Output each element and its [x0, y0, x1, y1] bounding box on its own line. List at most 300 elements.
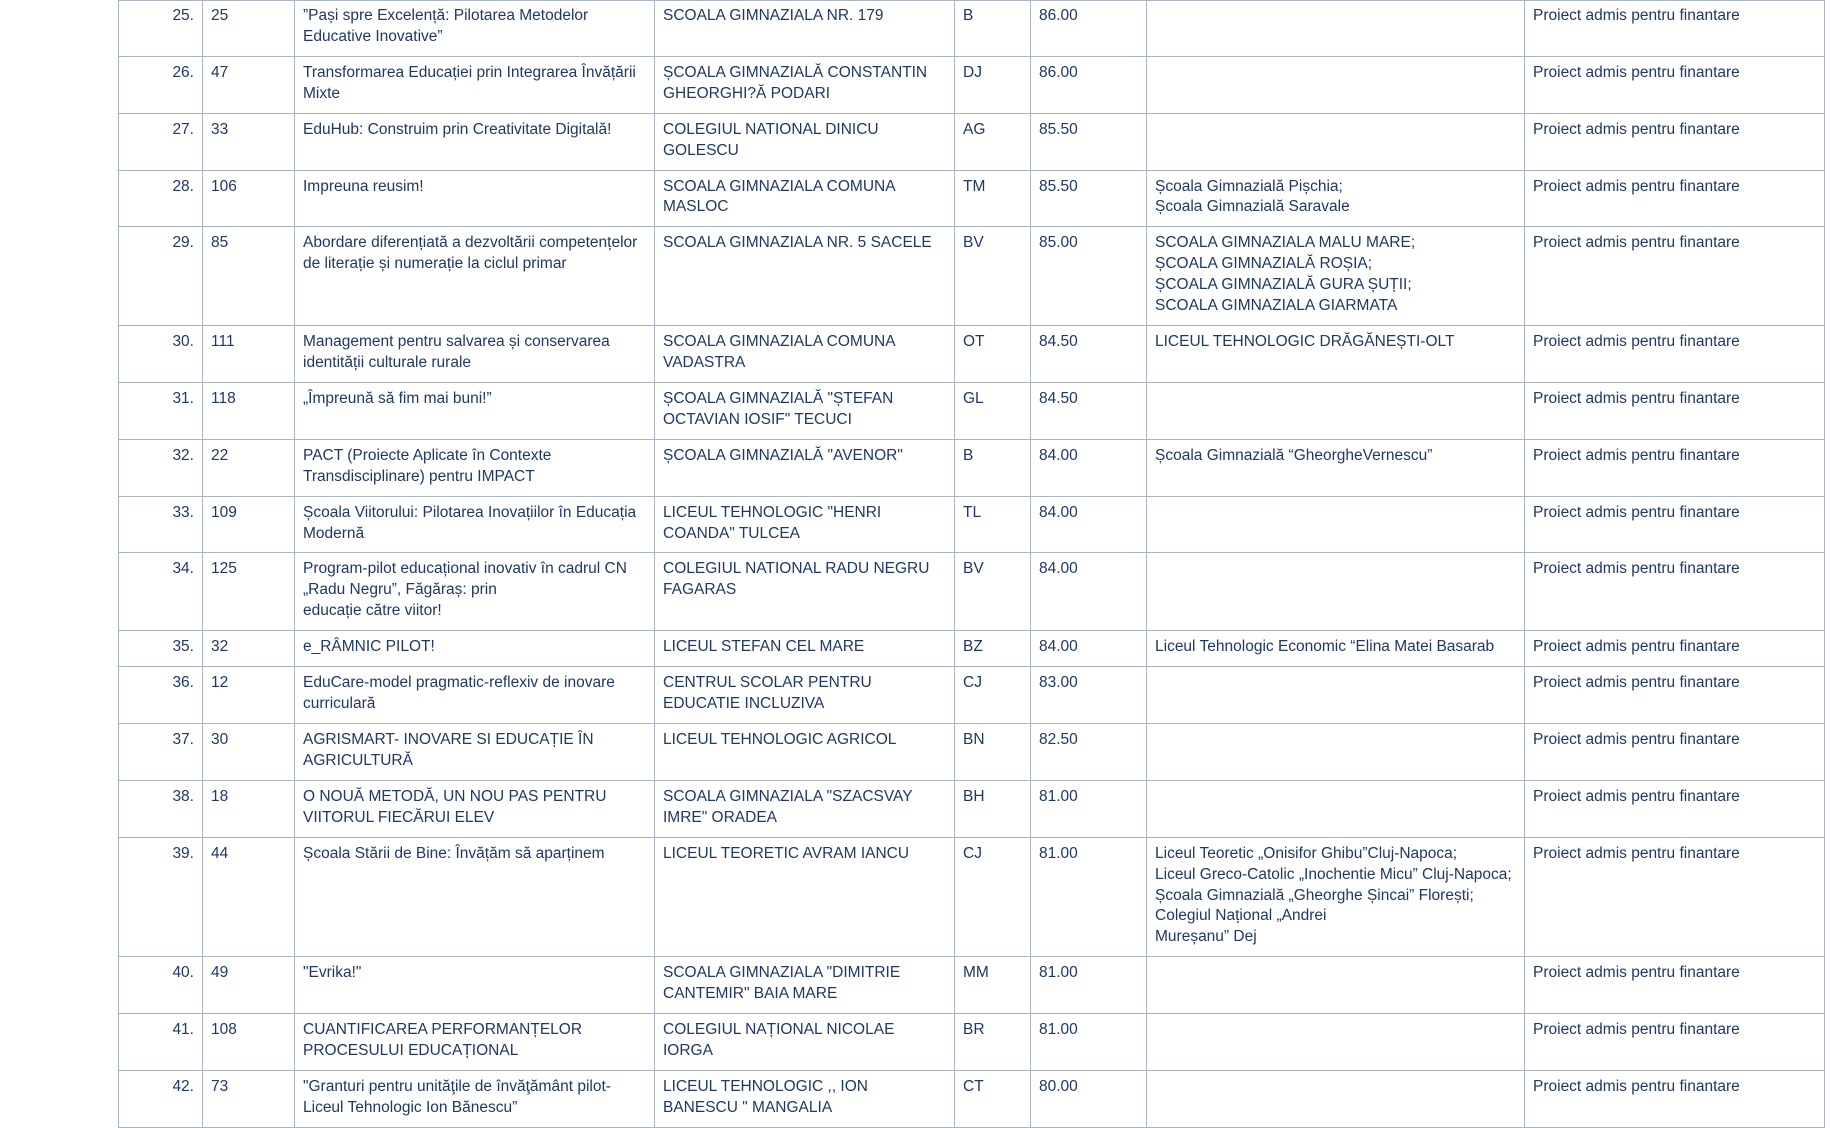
- cell-county-code: [955, 1, 1031, 57]
- table-row: [119, 56, 1825, 113]
- cell-status: [1525, 553, 1825, 631]
- cell-school-name: [655, 56, 955, 113]
- cell-partners: [1147, 56, 1525, 113]
- cell-text-line: Proiect admis pentru finantare: [1533, 1077, 1740, 1095]
- cell-project-id: [203, 56, 295, 113]
- cell-text-line: CJ: [963, 844, 982, 862]
- cell-text-line: 108: [211, 1021, 237, 1039]
- table-row: [119, 553, 1825, 631]
- cell-status: [1525, 113, 1825, 170]
- cell-project-id: [203, 496, 295, 553]
- cell-text-line: e_RÂMNIC PILOT!: [303, 638, 435, 656]
- cell-row-number: [119, 837, 203, 957]
- cell-text-line: 73: [211, 1077, 229, 1095]
- cell-partners: [1147, 439, 1525, 496]
- cell-text-line: 85: [211, 234, 229, 252]
- cell-text-line: CENTRUL SCOLAR PENTRU EDUCATIE INCLUZIVA: [663, 674, 872, 713]
- cell-text-line: Proiect admis pentru finantare: [1533, 730, 1740, 748]
- cell-row-number: [119, 667, 203, 724]
- cell-row-number: [119, 382, 203, 439]
- cell-score: [1031, 56, 1147, 113]
- cell-text-line: 84.50: [1039, 389, 1078, 407]
- cell-project-id: [203, 837, 295, 957]
- cell-project-title: [295, 56, 655, 113]
- cell-text-line: SCOALA GIMNAZIALA NR. 5 SACELE: [663, 234, 932, 252]
- cell-text-line: 12: [211, 674, 229, 692]
- cell-project-id: [203, 326, 295, 383]
- cell-score: [1031, 780, 1147, 837]
- cell-project-title: [295, 723, 655, 780]
- cell-text-line: 35.: [172, 638, 194, 656]
- cell-text-line: 44: [211, 844, 229, 862]
- cell-text-line: 81.00: [1039, 1021, 1078, 1039]
- cell-school-name: [655, 326, 955, 383]
- cell-row-number: [119, 227, 203, 326]
- cell-text-line: 30: [211, 730, 229, 748]
- cell-text-line: Proiect admis pentru finantare: [1533, 844, 1740, 862]
- cell-project-id: [203, 957, 295, 1014]
- cell-project-id: [203, 1070, 295, 1127]
- cell-school-name: [655, 667, 955, 724]
- cell-text-line: Liceul Tehnologic Economic “Elina Matei Basarab: [1155, 638, 1495, 656]
- cell-text-line: Proiect admis pentru finantare: [1533, 674, 1740, 692]
- cell-text-line: 109: [211, 503, 237, 521]
- cell-county-code: [955, 553, 1031, 631]
- cell-text-line: 81.00: [1039, 787, 1078, 805]
- cell-project-id: [203, 170, 295, 227]
- cell-score: [1031, 382, 1147, 439]
- cell-county-code: [955, 326, 1031, 383]
- cell-text-line: 25: [211, 7, 229, 24]
- cell-county-code: [955, 837, 1031, 957]
- cell-text-line: Program-pilot educațional inovativ în cadrul CN „Radu Negru”, Făgăraș: prin: [303, 560, 627, 599]
- cell-text-line: ȘCOALA GIMNAZIALĂ "ȘTEFAN OCTAVIAN IOSIF" TECUCI: [663, 389, 894, 428]
- cell-project-title: [295, 631, 655, 667]
- cell-text-line: 84.00: [1039, 446, 1078, 464]
- cell-text-line: 111: [211, 333, 235, 351]
- cell-project-id: [203, 382, 295, 439]
- cell-text-line: Proiect admis pentru finantare: [1533, 503, 1740, 521]
- cell-status: [1525, 382, 1825, 439]
- cell-county-code: [955, 1070, 1031, 1127]
- cell-partners: [1147, 667, 1525, 724]
- cell-text-line: EduHub: Construim prin Creativitate Digitală!: [303, 120, 612, 138]
- cell-text-line: 106: [211, 177, 237, 195]
- cell-text-line: 38.: [172, 787, 194, 805]
- cell-project-id: [203, 439, 295, 496]
- cell-status: [1525, 439, 1825, 496]
- cell-text-line: MM: [963, 964, 989, 982]
- cell-project-title: [295, 957, 655, 1014]
- cell-text-line: 40.: [172, 964, 194, 982]
- cell-text-line: 82.50: [1039, 730, 1078, 748]
- cell-partners: [1147, 382, 1525, 439]
- cell-text-line: Liceul Greco-Catolic „Inochentie Micu” Cluj-Napoca;: [1155, 865, 1512, 883]
- cell-status: [1525, 631, 1825, 667]
- cell-county-code: [955, 170, 1031, 227]
- cell-text-line: LICEUL TEHNOLOGIC "HENRI COANDA" TULCEA: [663, 503, 882, 542]
- results-table-container: [118, 0, 1830, 1128]
- cell-project-id: [203, 667, 295, 724]
- cell-text-line: SCOALA GIMNAZIALA "DIMITRIE CANTEMIR" BAIA MARE: [663, 964, 901, 1003]
- cell-text-line: GL: [963, 389, 984, 407]
- cell-project-title: [295, 837, 655, 957]
- cell-text-line: Impreuna reusim!: [303, 177, 424, 195]
- cell-project-title: [295, 170, 655, 227]
- table-row: [119, 667, 1825, 724]
- cell-partners: [1147, 1014, 1525, 1071]
- cell-status: [1525, 1070, 1825, 1127]
- cell-text-line: Școala Stării de Bine: Învățăm să aparținem: [303, 844, 605, 862]
- cell-county-code: [955, 382, 1031, 439]
- cell-status: [1525, 227, 1825, 326]
- cell-school-name: [655, 113, 955, 170]
- cell-row-number: [119, 56, 203, 113]
- cell-text-line: Proiect admis pentru finantare: [1533, 560, 1740, 578]
- cell-text-line: Proiect admis pentru finantare: [1533, 446, 1740, 464]
- cell-score: [1031, 326, 1147, 383]
- cell-school-name: [655, 957, 955, 1014]
- cell-score: [1031, 723, 1147, 780]
- cell-county-code: [955, 631, 1031, 667]
- table-row: [119, 113, 1825, 170]
- cell-score: [1031, 1, 1147, 57]
- cell-text-line: PACT (Proiecte Aplicate în Contexte Transdisciplinare) pentru IMPACT: [303, 446, 552, 485]
- cell-project-id: [203, 631, 295, 667]
- cell-text-line: 32.: [172, 446, 194, 464]
- cell-text-line: EduCare-model pragmatic-reflexiv de inovare curriculară: [303, 674, 615, 713]
- cell-project-title: [295, 667, 655, 724]
- cell-text-line: 30.: [172, 333, 194, 351]
- table-row: [119, 1014, 1825, 1071]
- cell-partners: [1147, 227, 1525, 326]
- cell-text-line: 31.: [172, 389, 194, 407]
- cell-project-title: [295, 780, 655, 837]
- cell-score: [1031, 227, 1147, 326]
- cell-status: [1525, 723, 1825, 780]
- cell-text-line: Școala Gimnazială Saravale: [1155, 198, 1350, 216]
- cell-text-line: „Împreună să fim mai buni!”: [303, 389, 492, 407]
- cell-status: [1525, 780, 1825, 837]
- cell-text-line: LICEUL STEFAN CEL MARE: [663, 638, 865, 656]
- cell-score: [1031, 667, 1147, 724]
- cell-text-line: 81.00: [1039, 964, 1078, 982]
- cell-score: [1031, 1070, 1147, 1127]
- cell-status: [1525, 957, 1825, 1014]
- cell-text-line: 18: [211, 787, 229, 805]
- cell-text-line: BZ: [963, 638, 983, 656]
- cell-text-line: 25.: [172, 7, 194, 24]
- cell-text-line: 84.00: [1039, 560, 1078, 578]
- cell-project-title: [295, 326, 655, 383]
- cell-text-line: 28.: [172, 177, 194, 195]
- projects-results-table: [118, 0, 1825, 1128]
- cell-text-line: Colegiul Național „Andrei: [1155, 907, 1327, 925]
- cell-status: [1525, 837, 1825, 957]
- cell-county-code: [955, 957, 1031, 1014]
- table-row: [119, 326, 1825, 383]
- cell-text-line: LICEUL TEHNOLOGIC DRĂGĂNEȘTI-OLT: [1155, 333, 1455, 351]
- cell-text-line: 34.: [172, 560, 194, 578]
- cell-status: [1525, 1, 1825, 57]
- cell-status: [1525, 667, 1825, 724]
- cell-text-line: Proiect admis pentru finantare: [1533, 7, 1740, 24]
- cell-text-line: CJ: [963, 674, 982, 692]
- cell-partners: [1147, 113, 1525, 170]
- cell-county-code: [955, 1014, 1031, 1071]
- cell-partners: [1147, 780, 1525, 837]
- cell-county-code: [955, 667, 1031, 724]
- cell-text-line: 36.: [172, 674, 194, 692]
- cell-status: [1525, 496, 1825, 553]
- cell-partners: [1147, 837, 1525, 957]
- cell-score: [1031, 631, 1147, 667]
- cell-text-line: 42.: [172, 1077, 194, 1095]
- cell-text-line: 32: [211, 638, 229, 656]
- cell-text-line: Proiect admis pentru finantare: [1533, 1021, 1740, 1039]
- cell-partners: [1147, 631, 1525, 667]
- cell-status: [1525, 170, 1825, 227]
- cell-partners: [1147, 326, 1525, 383]
- cell-text-line: COLEGIUL NAȚIONAL NICOLAE IORGA: [663, 1021, 895, 1060]
- table-row: [119, 227, 1825, 326]
- cell-text-line: "Granturi pentru unităţile de învăţământ pilot- Liceul Tehnologic Ion Bănescu”: [303, 1077, 611, 1116]
- cell-status: [1525, 326, 1825, 383]
- cell-text-line: Mureșanu” Dej: [1155, 928, 1257, 946]
- cell-text-line: 22: [211, 446, 229, 464]
- cell-row-number: [119, 723, 203, 780]
- cell-text-line: LICEUL TEHNOLOGIC ,, ION BANESCU " MANGALIA: [663, 1077, 868, 1116]
- cell-text-line: CUANTIFICAREA PERFORMANȚELOR PROCESULUI EDUCAȚIONAL: [303, 1021, 583, 1060]
- cell-school-name: [655, 1, 955, 57]
- cell-text-line: SCOALA GIMNAZIALA NR. 179: [663, 7, 884, 24]
- cell-text-line: B: [963, 7, 974, 24]
- table-row: [119, 1070, 1825, 1127]
- cell-text-line: 84.00: [1039, 638, 1078, 656]
- cell-project-title: [295, 1014, 655, 1071]
- cell-row-number: [119, 170, 203, 227]
- cell-row-number: [119, 496, 203, 553]
- cell-text-line: CT: [963, 1077, 984, 1095]
- cell-row-number: [119, 957, 203, 1014]
- cell-text-line: 85.50: [1039, 120, 1078, 138]
- cell-project-title: [295, 227, 655, 326]
- cell-project-title: [295, 1070, 655, 1127]
- cell-partners: [1147, 1, 1525, 57]
- cell-score: [1031, 957, 1147, 1014]
- cell-row-number: [119, 1, 203, 57]
- cell-text-line: BN: [963, 730, 985, 748]
- cell-row-number: [119, 780, 203, 837]
- cell-county-code: [955, 227, 1031, 326]
- cell-row-number: [119, 1014, 203, 1071]
- cell-text-line: 33.: [172, 503, 194, 521]
- cell-text-line: SCOALA GIMNAZIALA MALU MARE;: [1155, 234, 1416, 252]
- cell-text-line: Școala Gimnazială „Gheorghe Șincai” Florești;: [1155, 886, 1474, 904]
- cell-project-title: [295, 496, 655, 553]
- cell-text-line: 41.: [172, 1021, 194, 1039]
- cell-row-number: [119, 631, 203, 667]
- cell-county-code: [955, 56, 1031, 113]
- cell-text-line: Școala Gimnazială Pișchia;: [1155, 177, 1343, 195]
- table-row: [119, 496, 1825, 553]
- cell-partners: [1147, 170, 1525, 227]
- cell-partners: [1147, 496, 1525, 553]
- cell-text-line: 86.00: [1039, 7, 1078, 24]
- cell-partners: [1147, 553, 1525, 631]
- cell-text-line: "Evrika!": [303, 964, 362, 982]
- cell-text-line: COLEGIUL NATIONAL DINICU GOLESCU: [663, 120, 879, 159]
- cell-school-name: [655, 780, 955, 837]
- cell-text-line: 29.: [172, 234, 194, 252]
- cell-project-id: [203, 780, 295, 837]
- cell-partners: [1147, 723, 1525, 780]
- cell-text-line: Proiect admis pentru finantare: [1533, 638, 1740, 656]
- cell-text-line: 39.: [172, 844, 194, 862]
- cell-project-id: [203, 553, 295, 631]
- cell-text-line: Proiect admis pentru finantare: [1533, 63, 1740, 81]
- cell-school-name: [655, 496, 955, 553]
- cell-project-id: [203, 723, 295, 780]
- table-row: [119, 1, 1825, 57]
- cell-project-title: [295, 382, 655, 439]
- cell-school-name: [655, 723, 955, 780]
- cell-status: [1525, 1014, 1825, 1071]
- cell-county-code: [955, 780, 1031, 837]
- cell-row-number: [119, 439, 203, 496]
- cell-text-line: Proiect admis pentru finantare: [1533, 787, 1740, 805]
- cell-text-line: 37.: [172, 730, 194, 748]
- cell-partners: [1147, 1070, 1525, 1127]
- cell-text-line: BH: [963, 787, 985, 805]
- cell-text-line: 125: [211, 560, 237, 578]
- table-row: [119, 439, 1825, 496]
- cell-school-name: [655, 1014, 955, 1071]
- cell-text-line: OT: [963, 333, 985, 351]
- cell-text-line: 118: [211, 389, 236, 407]
- cell-text-line: ȘCOALA GIMNAZIALĂ ROȘIA;: [1155, 255, 1373, 273]
- cell-partners: [1147, 957, 1525, 1014]
- cell-text-line: SCOALA GIMNAZIALA "SZACSVAY IMRE" ORADEA: [663, 787, 913, 826]
- cell-score: [1031, 837, 1147, 957]
- cell-status: [1525, 56, 1825, 113]
- cell-text-line: COLEGIUL NATIONAL RADU NEGRU FAGARAS: [663, 560, 930, 599]
- cell-score: [1031, 553, 1147, 631]
- table-row: [119, 957, 1825, 1014]
- cell-text-line: SCOALA GIMNAZIALA GIARMATA: [1155, 297, 1398, 315]
- cell-text-line: B: [963, 446, 974, 464]
- cell-text-line: BR: [963, 1021, 985, 1039]
- cell-text-line: TM: [963, 177, 986, 195]
- cell-score: [1031, 170, 1147, 227]
- cell-text-line: Abordare diferențiată a dezvoltării competențelor de literație și numerație la ciclul primar: [303, 234, 638, 273]
- cell-text-line: BV: [963, 234, 984, 252]
- cell-school-name: [655, 837, 955, 957]
- cell-text-line: ”Pași spre Excelență: Pilotarea Metodelor Educative Inovative”: [303, 7, 589, 45]
- cell-text-line: Proiect admis pentru finantare: [1533, 333, 1740, 351]
- cell-school-name: [655, 227, 955, 326]
- cell-row-number: [119, 113, 203, 170]
- cell-school-name: [655, 170, 955, 227]
- cell-project-id: [203, 1014, 295, 1071]
- cell-text-line: 84.50: [1039, 333, 1078, 351]
- table-body: [119, 1, 1825, 1128]
- cell-text-line: O NOUĂ METODĂ, UN NOU PAS PENTRU VIITORUL FIECĂRUI ELEV: [303, 787, 607, 826]
- cell-text-line: Management pentru salvarea și conservarea identității culturale rurale: [303, 333, 610, 371]
- cell-project-title: [295, 1, 655, 57]
- table-row: [119, 723, 1825, 780]
- table-row: [119, 837, 1825, 957]
- cell-row-number: [119, 326, 203, 383]
- cell-text-line: Proiect admis pentru finantare: [1533, 964, 1740, 982]
- cell-text-line: Transformarea Educației prin Integrarea Învățării Mixte: [303, 63, 636, 102]
- table-row: [119, 170, 1825, 227]
- cell-text-line: ȘCOALA GIMNAZIALĂ GURA ȘUȚII;: [1155, 276, 1412, 294]
- cell-text-line: BV: [963, 560, 984, 578]
- cell-text-line: 47: [211, 63, 229, 81]
- cell-county-code: [955, 496, 1031, 553]
- cell-school-name: [655, 382, 955, 439]
- cell-text-line: Proiect admis pentru finantare: [1533, 389, 1740, 407]
- cell-text-line: 49: [211, 964, 229, 982]
- cell-score: [1031, 113, 1147, 170]
- cell-text-line: Școala Gimnazială “GheorgheVernescu”: [1155, 446, 1433, 464]
- cell-text-line: ȘCOALA GIMNAZIALĂ "AVENOR": [663, 446, 903, 464]
- cell-text-line: Proiect admis pentru finantare: [1533, 177, 1740, 195]
- cell-text-line: SCOALA GIMNAZIALA COMUNA VADASTRA: [663, 333, 895, 371]
- cell-text-line: 85.00: [1039, 234, 1078, 252]
- cell-county-code: [955, 439, 1031, 496]
- cell-text-line: Proiect admis pentru finantare: [1533, 234, 1740, 252]
- cell-text-line: AG: [963, 120, 986, 138]
- cell-project-title: [295, 439, 655, 496]
- cell-text-line: LICEUL TEHNOLOGIC AGRICOL: [663, 730, 897, 748]
- cell-row-number: [119, 1070, 203, 1127]
- cell-text-line: Școala Viitorului: Pilotarea Inovațiilor în Educația Modernă: [303, 503, 637, 542]
- cell-school-name: [655, 1070, 955, 1127]
- cell-score: [1031, 496, 1147, 553]
- cell-text-line: AGRISMART- INOVARE SI EDUCAȚIE ÎN AGRICULTURĂ: [303, 730, 594, 769]
- cell-county-code: [955, 723, 1031, 780]
- table-row: [119, 631, 1825, 667]
- table-row: [119, 780, 1825, 837]
- cell-project-id: [203, 113, 295, 170]
- cell-project-id: [203, 227, 295, 326]
- cell-score: [1031, 439, 1147, 496]
- cell-text-line: 27.: [172, 120, 194, 138]
- cell-text-line: 26.: [172, 63, 194, 81]
- cell-text-line: DJ: [963, 63, 982, 81]
- cell-score: [1031, 1014, 1147, 1071]
- cell-text-line: 80.00: [1039, 1077, 1078, 1095]
- cell-text-line: 85.50: [1039, 177, 1078, 195]
- cell-project-title: [295, 553, 655, 631]
- cell-text-line: 84.00: [1039, 503, 1078, 521]
- cell-school-name: [655, 439, 955, 496]
- cell-text-line: ȘCOALA GIMNAZIALĂ CONSTANTIN GHEORGHI?Ă PODARI: [663, 63, 928, 102]
- cell-text-line: TL: [963, 503, 982, 521]
- cell-text-line: Proiect admis pentru finantare: [1533, 120, 1740, 138]
- cell-row-number: [119, 553, 203, 631]
- cell-school-name: [655, 631, 955, 667]
- cell-text-line: educație către viitor!: [303, 602, 442, 620]
- cell-text-line: 86.00: [1039, 63, 1078, 81]
- cell-text-line: 33: [211, 120, 229, 138]
- cell-school-name: [655, 553, 955, 631]
- table-row: [119, 382, 1825, 439]
- cell-text-line: 83.00: [1039, 674, 1078, 692]
- cell-text-line: Liceul Teoretic „Onisifor Ghibu”Cluj-Napoca;: [1155, 844, 1458, 862]
